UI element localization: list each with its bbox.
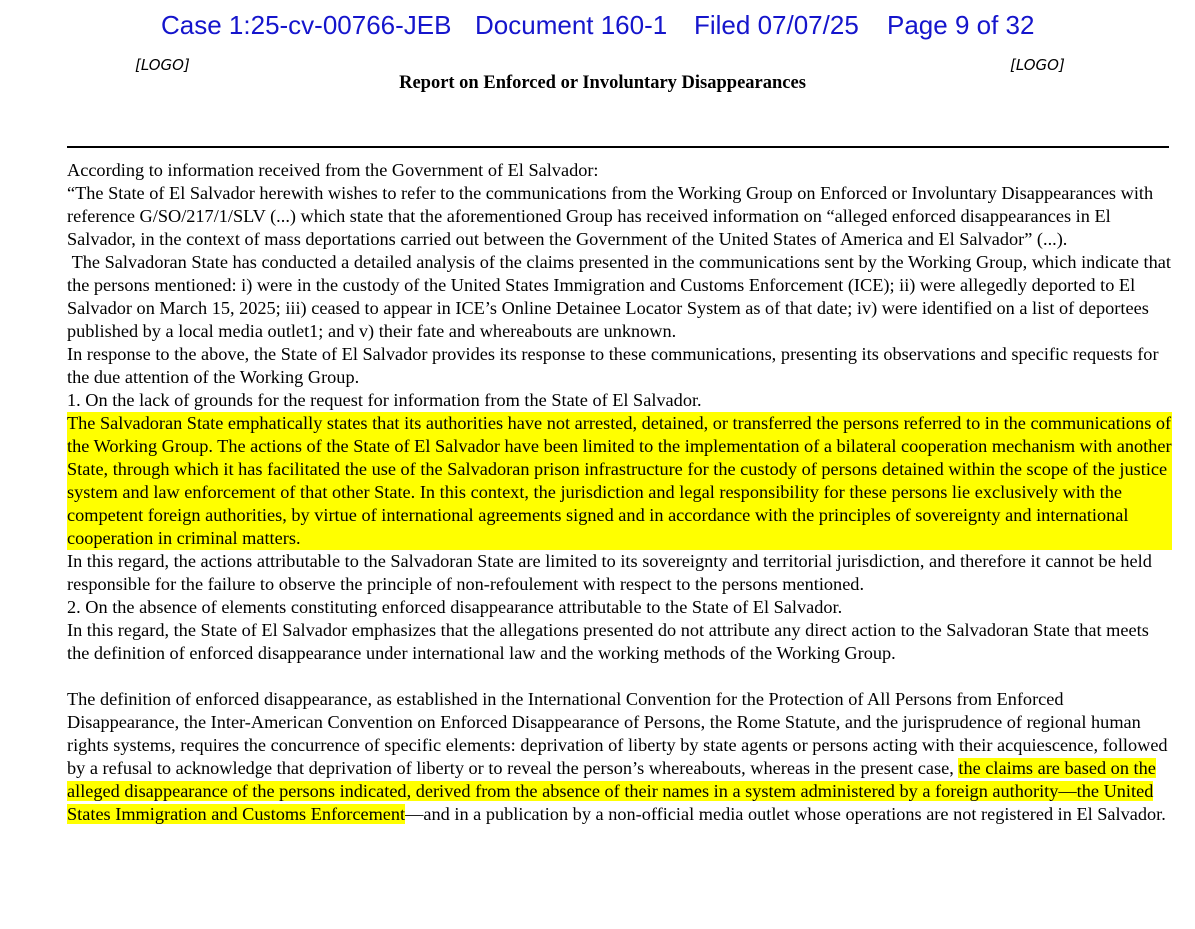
document-number: Document 160-1 [475, 10, 668, 40]
definition-highlight: the claims are based on the alleged disappearance of the persons indicated, derived from the absence of their names in a system administered by a foreign authority—the United States Immigration and Customs Enforcement [67, 758, 1156, 824]
highlighted-paragraph-1 [67, 412, 1172, 550]
page-indicator: Page 9 of 32 [887, 10, 1035, 40]
filed-date: Filed 07/07/25 [694, 10, 859, 40]
regard-paragraph-1: In this regard, the actions attributable to the Salvadoran State are limited to its sovereignty and territorial jurisdiction, and therefore it cannot be held responsible for the failure to observe the principle of non-refoulement with respect to the persons mentioned. [67, 551, 1152, 594]
paragraph-gap [67, 665, 1172, 688]
header-divider [67, 146, 1169, 148]
definition-text-start: The definition of enforced disappearance, as established in the International Convention for the Protection of All Persons from Enforced Disappearance, the Inter-American Convention on Enforced Disappearance of Persons, the Rome Statute, and the jurisprudence of regional human rights systems, requires the concurrence of specific elements: deprivation of liberty by state agents or persons acting with their acquiescence, followed by a refusal to acknowledge that deprivation of liberty or to reveal the person’s whereabouts, whereas in the present case, [67, 689, 1168, 778]
highlight-block-1: The Salvadoran State emphatically states that its authorities have not arrested, detained, or transferred the persons referred to in the communications of the Working Group. The actions of the State of El Salvador have been limited to the implementation of a bilateral cooperation mechanism with another State, through which it has facilitated the use of the Salvadoran prison infrastructure for the custody of persons detained within the scope of the justice system and law enforcement of that other State. In this context, the jurisdiction and legal responsibility for these persons lie exclusively with the competent foreign authorities, by virtue of international agreements signed and in accordance with the principles of sovereignty and international cooperation in criminal matters. [67, 413, 1172, 548]
definition-text-end: —and in a publication by a non-official media outlet whose operations are not registered in El Salvador. [405, 804, 1166, 824]
report-title-wrapper [0, 73, 1195, 94]
response-paragraph: In response to the above, the State of El Salvador provides its response to these communications, presenting its observations and specific requests for the due attention of the Working Group. [67, 344, 1159, 387]
logo-right-placeholder: [LOGO] [1010, 56, 1065, 74]
definition-paragraph [67, 688, 1172, 826]
logo-left-placeholder: [LOGO] [135, 56, 190, 74]
report-title: Report on Enforced or Involuntary Disappearances [399, 73, 806, 93]
quote-paragraph: “The State of El Salvador herewith wishes to refer to the communications from the Working Group on Enforced or Involuntary Disappearances with reference G/SO/217/1/SLV (...) which state that the aforementioned Group has received information on “alleged enforced disappearances in El Salvador, in the context of mass deportations carried out between the Government of the United States of America and El Salvador” (...). [67, 183, 1154, 249]
analysis-paragraph: The Salvadoran State has conducted a detailed analysis of the claims presented in the communications sent by the Working Group, which indicate that the persons mentioned: i) were in the custody of the United States Immigration and Customs Enforcement (ICE); ii) were allegedly deported to El Salvador on March 15, 2025; iii) ceased to appear in ICE’s Online Detainee Locator System as of that date; iv) were identified on a list of deportees published by a local media outlet1; and v) their fate and whereabouts are unknown. [67, 252, 1176, 341]
section-heading-1: 1. On the lack of grounds for the request for information from the State of El Salvador. [67, 390, 702, 410]
document-body [67, 159, 1176, 826]
regard-paragraph-2: In this regard, the State of El Salvador emphasizes that the allegations presented do not attribute any direct action to the Salvadoran State that meets the definition of enforced disappearance under international law and the working methods of the Working Group. [67, 620, 1149, 663]
section-heading-2: 2. On the absence of elements constituting enforced disappearance attributable to the State of El Salvador. [67, 597, 843, 617]
case-number: Case 1:25-cv-00766-JEB [161, 10, 452, 40]
intro-paragraph: According to information received from the Government of El Salvador: [67, 160, 599, 180]
